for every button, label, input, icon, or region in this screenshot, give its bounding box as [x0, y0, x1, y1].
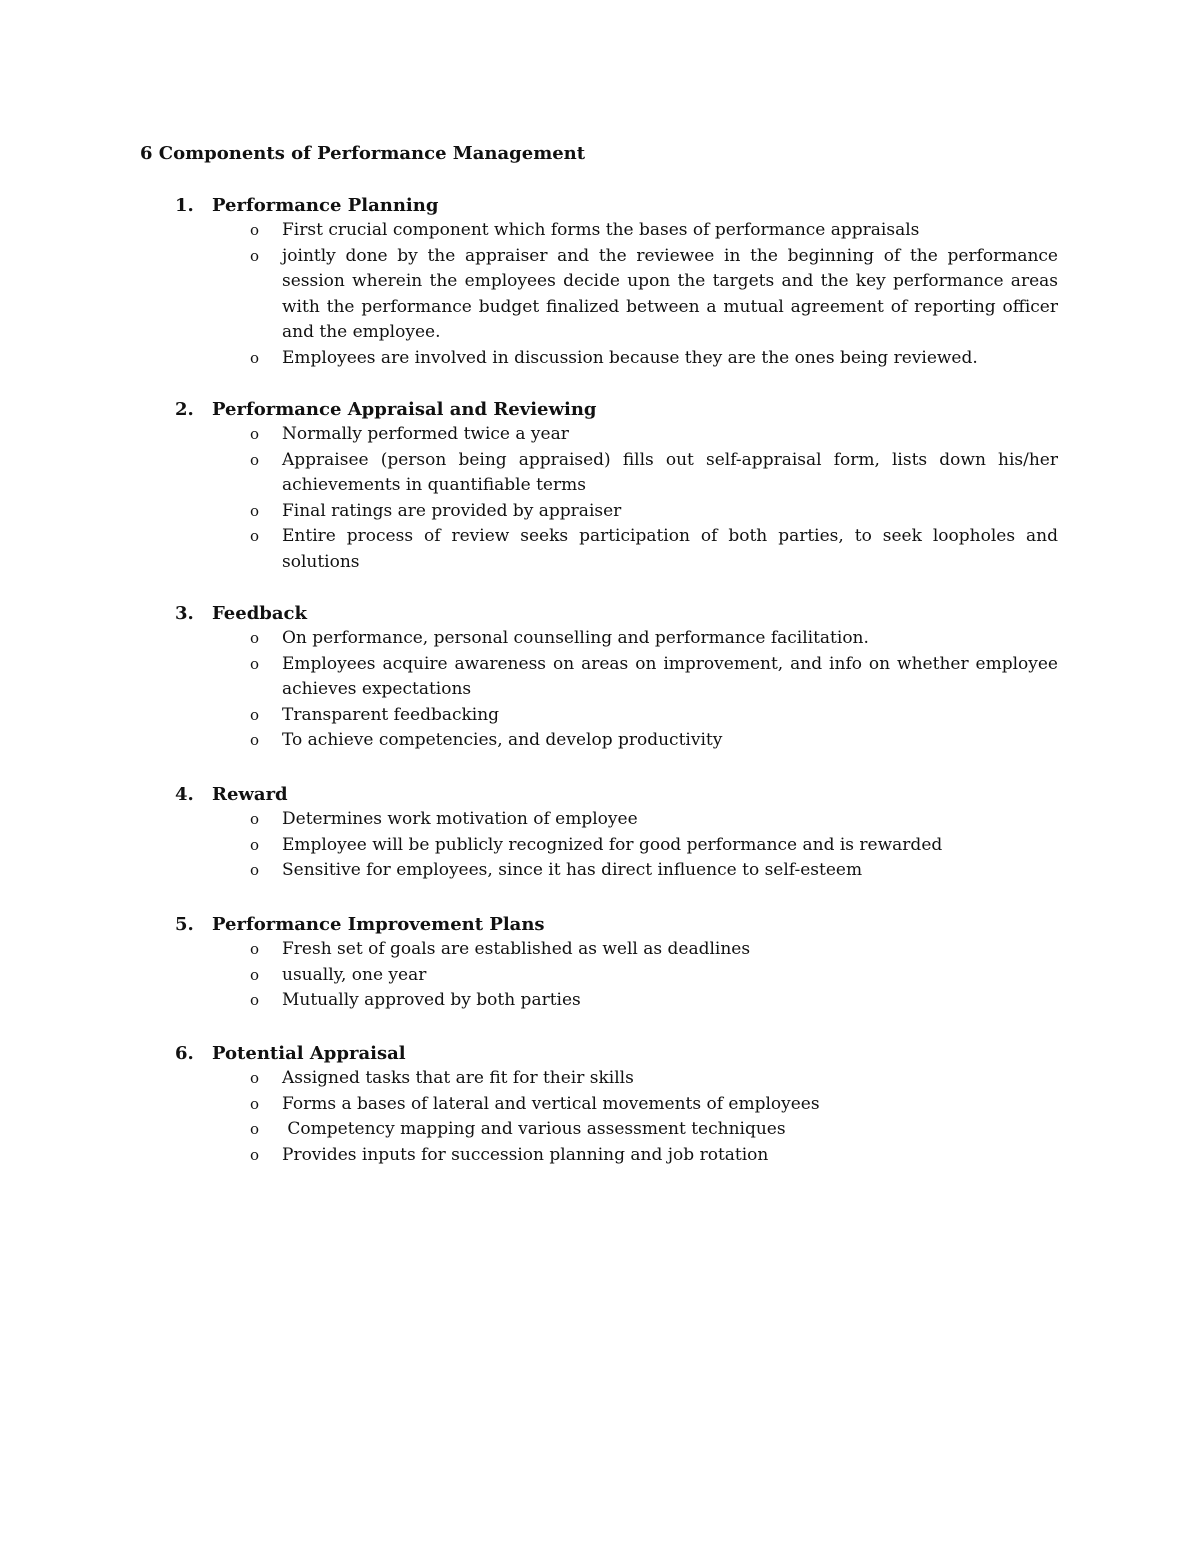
- list-item-text: Assigned tasks that are fit for their skills: [282, 1068, 634, 1088]
- section-1: [140, 192, 1058, 371]
- bullet-marker-icon: o: [250, 348, 260, 367]
- list-item: [140, 988, 1058, 1014]
- list-item: [140, 346, 1058, 372]
- section-number: 1.: [175, 194, 194, 216]
- section-5: [140, 911, 1058, 1014]
- document-title: 6 Components of Performance Management: [140, 143, 586, 164]
- bullet-marker-icon: o: [250, 731, 260, 749]
- list-item: [140, 499, 1058, 525]
- section-2: [140, 396, 1058, 575]
- list-item-text: Transparent feedbacking: [282, 704, 500, 725]
- list-item: [140, 1066, 1058, 1092]
- list-item: [140, 703, 1058, 729]
- section-number: 4.: [175, 783, 194, 805]
- list-item: [140, 1092, 1058, 1118]
- section-heading: [140, 911, 1058, 937]
- list-item: [140, 833, 1058, 859]
- list-item-text: Competency mapping and various assessment techniques: [282, 1119, 786, 1139]
- bullet-marker-icon: o: [250, 1145, 260, 1164]
- list-item-text: jointly done by the appraiser and the reviewee in the beginning of the performance session wherein the employees decide upon the targets and the key performance areas with the performance budget finalized between a mutual agreement of reporting officer and the employee.: [282, 245, 1058, 342]
- bullet-marker-icon: o: [250, 629, 260, 647]
- bullet-marker-icon: o: [250, 221, 260, 239]
- bullet-marker-icon: o: [250, 940, 260, 958]
- section-number: 2.: [175, 398, 194, 420]
- section-heading-label: Feedback: [212, 602, 307, 624]
- section-3: [140, 600, 1058, 754]
- section-4: [140, 781, 1058, 884]
- section-heading: [140, 781, 1058, 807]
- section-heading: [140, 1040, 1058, 1066]
- bullet-marker-icon: o: [250, 965, 260, 984]
- list-item: [140, 218, 1058, 244]
- list-item: [140, 626, 1058, 652]
- bullet-marker-icon: o: [250, 835, 260, 854]
- bullet-marker-icon: o: [250, 1120, 260, 1138]
- section-heading: [140, 192, 1058, 218]
- bullet-marker-icon: o: [250, 450, 260, 469]
- list-item: [140, 963, 1058, 989]
- list-item-text: Employee will be publicly recognized for good performance and is rewarded: [282, 834, 943, 855]
- list-item-text: First crucial component which forms the bases of performance appraisals: [282, 220, 920, 240]
- section-number: 5.: [175, 913, 194, 935]
- list-item-text: Final ratings are provided by appraiser: [282, 500, 622, 521]
- list-item: [140, 728, 1058, 754]
- bullet-marker-icon: o: [250, 425, 260, 443]
- section-number: 3.: [175, 602, 194, 624]
- list-item-text: Forms a bases of lateral and vertical movements of employees: [282, 1093, 820, 1114]
- list-item-text: On performance, personal counselling and performance facilitation.: [282, 628, 869, 648]
- section-heading-label: Potential Appraisal: [212, 1042, 406, 1064]
- bullet-marker-icon: o: [250, 527, 260, 545]
- bullet-marker-icon: o: [250, 991, 260, 1009]
- section-6: [140, 1040, 1058, 1168]
- section-heading-label: Performance Improvement Plans: [212, 913, 545, 935]
- list-item: [140, 937, 1058, 963]
- list-item: [140, 1117, 1058, 1143]
- list-item: [140, 807, 1058, 833]
- list-item: [140, 422, 1058, 448]
- list-item-text: Entire process of review seeks participation of both parties, to seek loopholes and solutions: [282, 526, 1058, 572]
- list-item: [140, 524, 1058, 575]
- list-item-text: Determines work motivation of employee: [282, 809, 638, 829]
- list-item-text: Fresh set of goals are established as well as deadlines: [282, 939, 751, 959]
- list-item-text: Provides inputs for succession planning and job rotation: [282, 1144, 769, 1165]
- bullet-marker-icon: o: [250, 1094, 260, 1113]
- section-heading: [140, 600, 1058, 626]
- list-item: [140, 448, 1058, 499]
- list-item: [140, 858, 1058, 884]
- list-item-text: Mutually approved by both parties: [282, 990, 581, 1010]
- list-item-text: To achieve competencies, and develop productivity: [282, 730, 723, 750]
- section-heading: [140, 396, 1058, 422]
- bullet-marker-icon: o: [250, 810, 260, 828]
- list-item-text: Appraisee (person being appraised) fills out self-appraisal form, lists down his/her achievements in quantifiable terms: [282, 449, 1058, 495]
- list-item: [140, 244, 1058, 346]
- list-item-text: Sensitive for employees, since it has direct influence to self-esteem: [282, 860, 863, 880]
- list-item-text: Employees acquire awareness on areas on improvement, and info on whether employee achieves expectations: [282, 653, 1058, 699]
- section-heading-label: Reward: [212, 783, 288, 805]
- list-item: [140, 1143, 1058, 1169]
- list-item-text: Employees are involved in discussion because they are the ones being reviewed.: [282, 347, 978, 368]
- list-item: [140, 652, 1058, 703]
- section-number: 6.: [175, 1042, 194, 1064]
- section-heading-label: Performance Appraisal and Reviewing: [212, 398, 597, 420]
- list-item-text: usually, one year: [282, 964, 427, 985]
- bullet-marker-icon: o: [250, 501, 260, 520]
- bullet-marker-icon: o: [250, 246, 260, 265]
- bullet-marker-icon: o: [250, 1069, 260, 1087]
- bullet-marker-icon: o: [250, 654, 260, 673]
- bullet-marker-icon: o: [250, 705, 260, 724]
- bullet-marker-icon: o: [250, 861, 260, 879]
- section-heading-label: Performance Planning: [212, 194, 439, 216]
- list-item-text: Normally performed twice a year: [282, 424, 569, 444]
